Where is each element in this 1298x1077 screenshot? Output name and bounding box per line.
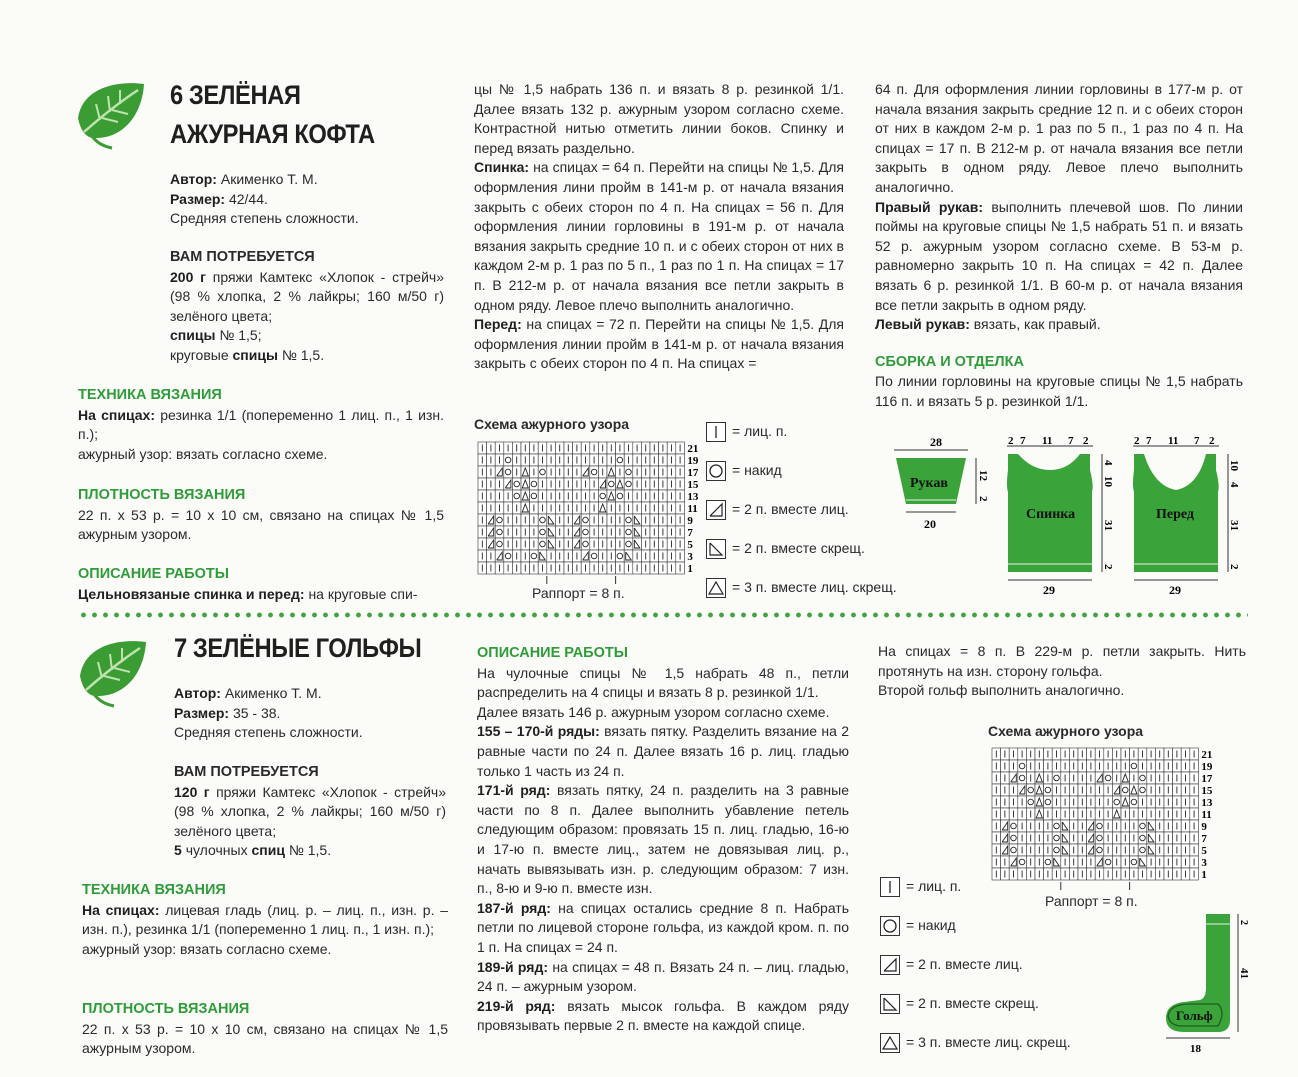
technique-text2: ажурный узор: вязать согласно схеме. [78, 445, 328, 462]
sleeve-pattern [894, 435, 989, 531]
front-pattern [1133, 435, 1240, 597]
work-label: Цельновязаные спинка и перед: [78, 585, 305, 602]
front-dim: 11 [1168, 435, 1179, 447]
row-189-text: на спицах = 48 п. Вязать 24 п. – лиц. гладью, 24 п. – ажурным узором. [477, 958, 849, 995]
front-bottom-dim: 29 [1169, 583, 1181, 597]
needles-text: № 1,5. [288, 842, 332, 859]
section-divider [78, 612, 1248, 618]
ssk-icon [880, 994, 900, 1014]
front-dim: 7 [1194, 435, 1200, 447]
project6-density [78, 486, 444, 545]
materials-heading: ВАМ ПОТРЕБУЕТСЯ [174, 764, 319, 780]
legend-item [706, 461, 782, 481]
technique-label: На спицах: [78, 406, 155, 423]
legend-label: = накид [732, 462, 782, 478]
front-dim: 2 [1209, 435, 1215, 447]
k3tog-icon [706, 578, 726, 598]
difficulty: Средняя степень сложности. [170, 210, 359, 227]
sock-foot-dim: 18 [1190, 1043, 1201, 1055]
yarn-amount: 120 г [174, 783, 210, 800]
sleeve-bottom-dim: 20 [924, 517, 936, 531]
project6-materials [170, 248, 444, 366]
back-label: Спинка [1026, 507, 1076, 522]
legend-label: = 3 п. вместе лиц. скрещ. [732, 579, 897, 595]
legend-label: = 2 п. вместе лиц. [906, 956, 1023, 972]
k2tog-icon [880, 955, 900, 975]
front-side-dim: 2 [1228, 564, 1240, 570]
density-heading: ПЛОТНОСТЬ ВЯЗАНИЯ [78, 487, 246, 503]
back-side-dim: 31 [1102, 520, 1114, 531]
legend-label: = 2 п. вместе лиц. [732, 501, 849, 517]
author: Акименко Т. М. [220, 171, 318, 187]
row-number: 3 [687, 551, 693, 563]
row-number: 3 [1201, 857, 1207, 869]
sock-pattern [1160, 908, 1260, 1058]
row-number: 7 [687, 527, 693, 539]
legend-item [880, 916, 956, 936]
row-number: 1 [1201, 869, 1207, 881]
row-number: 15 [687, 479, 699, 491]
sleeve-h2-dim: 2 [977, 496, 989, 502]
legend-item [706, 422, 787, 442]
difficulty: Средняя степень сложности. [174, 724, 363, 741]
yarn-text: пряжи Камтекс «Хлопок - стрейч» (98 % хлопка, 2 % лайкры; 160 м/50 г) зелёного цвета; [170, 268, 444, 324]
needles-count: 5 [174, 842, 182, 859]
legend-label: = лиц. п. [732, 423, 788, 439]
k3tog-icon [880, 1033, 900, 1053]
project7-meta [174, 684, 454, 743]
ssk-icon [706, 539, 726, 559]
project6-title-line1: 6 ЗЕЛЁНАЯ [170, 80, 301, 110]
row-189-label: 189-й ряд: [477, 958, 549, 975]
col3-paragraph: 64 п. Для оформления линии горловины в 177-м р. от начала вязания закрыть средние 12 п. и с обеих сторон от них в каждом 2-м р. 1 раз по 5 п., 1 раз по 4 п. На спицах = 17 п. В 212-м р. от начала вязания все петли закрыть в одном ряду. Левое плечо выполнить аналогично. [875, 81, 1243, 195]
legend-label: = 2 п. вместе скрещ. [906, 995, 1039, 1011]
project6-column2 [474, 80, 844, 374]
project7-density [82, 1000, 448, 1059]
rapport-label: Раппорт = 8 п. [532, 585, 625, 601]
legend-item [706, 500, 849, 520]
legend-label: = 3 п. вместе лиц. скрещ. [906, 1034, 1071, 1050]
needles-mid: чулочных [185, 842, 248, 859]
work-heading: ОПИСАНИЕ РАБОТЫ [78, 566, 229, 582]
density-text: 22 п. x 53 р. = 10 x 10 см, связано на спицах № 1,5 ажурным узором. [82, 1020, 448, 1057]
front-dim: 7 [1146, 435, 1152, 447]
row-number: 11 [687, 503, 698, 515]
back-pattern [1007, 435, 1114, 597]
back-dim: 2 [1083, 435, 1089, 447]
col3-paragraph: Второй гольф выполнить аналогично. [878, 682, 1125, 699]
rapport-label: Раппорт = 8 п. [1045, 893, 1138, 909]
size: 35 - 38. [232, 704, 281, 721]
circ-text: № 1,5. [281, 346, 325, 363]
k2tog-icon [706, 500, 726, 520]
author-label: Автор: [174, 685, 221, 701]
rows-155-label: 155 – 170-й ряды: [477, 723, 600, 740]
rows-155-text: вязать пятку. Разделить вязание на 2 равные части по 24 п. Далее вязать 16 р. лиц. гладью только 1 часть из 24 п. [477, 723, 850, 779]
back-dim: 7 [1068, 435, 1074, 447]
row-number: 7 [1201, 833, 1207, 845]
project6-title-line2: АЖУРНАЯ КОФТА [170, 119, 375, 149]
row-number: 9 [1201, 821, 1207, 833]
left-sleeve-label: Левый рукав: [875, 316, 970, 333]
front-side-dim: 10 [1228, 460, 1240, 471]
legend-item [706, 578, 897, 598]
back-side-dim: 4 [1102, 460, 1114, 466]
project6-meta [170, 170, 450, 229]
row-number: 19 [1201, 761, 1213, 773]
row-number: 5 [1201, 845, 1207, 857]
legend-item [880, 877, 961, 897]
row-187-label: 187-й ряд: [477, 899, 551, 916]
sleeve-label: Рукав [910, 476, 948, 491]
row-number: 11 [1201, 809, 1212, 821]
work-paragraph: Далее вязать 146 р. ажурным узором согласно схеме. [477, 703, 830, 720]
row-number: 21 [1201, 749, 1213, 761]
project7-technique [82, 881, 448, 959]
row-number: 21 [687, 443, 699, 455]
row-219-label: 219-й ряд: [477, 997, 556, 1014]
legend-label: = 2 п. вместе скрещ. [732, 540, 865, 556]
project6-column3 [875, 80, 1243, 412]
needles-label: спицы [170, 327, 216, 344]
project7-materials [174, 763, 446, 861]
sleeve-top-dim: 28 [930, 435, 942, 449]
back-label: Спинка: [474, 159, 530, 176]
technique-heading: ТЕХНИКА ВЯЗАНИЯ [78, 387, 222, 403]
sock-label: Гольф [1176, 1008, 1213, 1023]
front-dim: 2 [1134, 435, 1140, 447]
technique-text: резинка 1/1 (попеременно 1 лиц. п., 1 изн. п.); [78, 406, 445, 443]
front-side-dim: 31 [1228, 520, 1240, 531]
lace-chart [988, 744, 1213, 884]
technique-text: лицевая гладь (лиц. р. – лиц. п., изн. р. – изн. п.), резинка 1/1 (попеременно 1 лиц. п., 1 изн. п.); [82, 901, 449, 938]
density-text: 22 п. x 53 р. = 10 x 10 см, связано на спицах № 1,5 ажурным узором. [78, 506, 444, 543]
project6-technique [78, 386, 444, 464]
density-heading: ПЛОТНОСТЬ ВЯЗАНИЯ [82, 1001, 250, 1017]
right-sleeve-text: выполнить плечевой шов. По линии поймы на круговые спицы № 1,5 набрать 51 п. и вязать 52 р. ажурным узором согласно схеме. В 53-м р. равномерно закрыть 10 п. На спицах = 42 п. Далее вязать 6 р. резинкой 1/1. В 60-м р. от начала вязания все петли закрыть в одном ряду. [875, 198, 1244, 313]
row-number: 13 [687, 491, 699, 503]
left-sleeve-text: вязать, как правый. [973, 316, 1101, 333]
row-number: 15 [1201, 785, 1213, 797]
technique-text2: ажурный узор: вязать согласно схеме. [82, 940, 332, 957]
legend-label: = лиц. п. [906, 878, 962, 894]
row-171-text: вязать пятку, 24 п. разделить на 3 равные части по 8 п. Далее выполнить убавление петель следующим образом: провязать 15 п. лиц. гладью, 16-ю и 17-ю п. вместе лиц., затем не довязывая лиц. р., начать вывязывать изн. р. следующим образом: 7 изн. п., 8-ю и 9-ю п. вместе изн. [477, 782, 849, 897]
row-number: 5 [687, 539, 693, 551]
row-number: 9 [687, 515, 693, 527]
lace-chart [474, 438, 699, 578]
project7-column3 [878, 642, 1246, 701]
row-number: 17 [1201, 773, 1213, 785]
circ-prefix: круговые [170, 346, 229, 363]
sleeve-h1-dim: 12 [977, 470, 989, 481]
knit-stitch-icon [880, 877, 900, 897]
back-side-dim: 10 [1102, 476, 1114, 487]
back-dim: 7 [1020, 435, 1026, 447]
author: Акименко Т. М. [224, 685, 322, 701]
front-label: Перед [1156, 507, 1195, 522]
assembly-text: По линии горловины на круговые спицы № 1,5 набрать 116 п. и вязать 5 р. резинкой 1/1. [875, 373, 1243, 409]
technique-heading: ТЕХНИКА ВЯЗАНИЯ [82, 882, 226, 898]
yarn-text: пряжи Камтекс «Хлопок - стрейч» (98 % хлопка, 2 % лайкры; 160 м/50 г) зелёного цвета; [174, 783, 447, 839]
schema-title: Схема ажурного узора [988, 723, 1144, 739]
row-number: 17 [687, 467, 699, 479]
size-label: Размер: [174, 704, 230, 721]
row-187-text: на спицах остались средние 8 п. Набрать петли по лицевой стороне гольфа, из каждой кром. п. по 1 п. На спицах = 24 п. [477, 899, 849, 955]
work-heading: ОПИСАНИЕ РАБОТЫ [477, 645, 628, 661]
author-label: Автор: [170, 171, 217, 187]
legend-item [880, 1033, 1071, 1053]
project7-title: 7 ЗЕЛЁНЫЕ ГОЛЬФЫ [174, 633, 422, 663]
back-side-dim: 2 [1102, 564, 1114, 570]
right-sleeve-label: Правый рукав: [875, 198, 984, 215]
knit-stitch-icon [706, 422, 726, 442]
col2-paragraph: цы № 1,5 набрать 136 п. и вязать 8 р. резинкой 1/1. Далее вязать 132 р. ажурным узором согласно схеме. Контрастной нитью отметить линии боков. Спинку и перед вязать раздельно. [474, 81, 844, 156]
legend-item [880, 955, 1023, 975]
front-side-dim: 4 [1228, 482, 1240, 488]
row-number: 13 [1201, 797, 1213, 809]
legend-item [880, 994, 1039, 1014]
row-number: 1 [687, 563, 693, 575]
legend-item [706, 539, 865, 559]
leaf-icon [72, 78, 152, 152]
front-label: Перед: [474, 316, 522, 333]
needles-label: спиц [251, 842, 285, 859]
size-label: Размер: [170, 190, 226, 207]
legend-label: = накид [906, 917, 956, 933]
yarn-over-icon [706, 461, 726, 481]
garment-patterns [890, 430, 1250, 600]
project7-work [477, 644, 849, 1036]
yarn-over-icon [880, 916, 900, 936]
work-text: на круговые спи- [308, 585, 418, 602]
row-number: 19 [687, 455, 699, 467]
back-dim: 11 [1042, 435, 1053, 447]
schema-title: Схема ажурного узора [474, 416, 630, 432]
technique-label: На спицах: [82, 901, 160, 918]
row-219-text: вязать мысок гольфа. В каждом ряду провязывать первые 2 п. вместе на каждой спице. [477, 997, 849, 1034]
needles-text: № 1,5; [219, 327, 262, 344]
back-dim: 2 [1008, 435, 1014, 447]
col3-paragraph: На спицах = 8 п. В 229-м р. петли закрыть. Нить протянуть на изн. сторону гольфа. [878, 643, 1246, 679]
assembly-heading: СБОРКА И ОТДЕЛКА [875, 353, 1024, 370]
work-paragraph: На чулочные спицы № 1,5 набрать 48 п., петли распределить на 4 спицы и вязать 8 р. резинкой 1/1. [477, 664, 849, 701]
circ-label: спицы [232, 346, 278, 363]
back-text: на спицах = 64 п. Перейти на спицы № 1,5. Для оформления лини пройм в 141-м р. от начала вязания закрыть с обеих сторон по 4 п. На спицах = 56 п. Для оформления линии горловины в 191-м р. от начала вязания закрыть средние 10 п. и с обеих сторон от них в каждом 2-м р. 1 раз по 5 п., 1 раз по 1 п. На спицах = 17 п. В 212-м р. от начала вязания все петли закрыть в одном ряду. Левое плечо выполнить аналогично. [474, 159, 844, 313]
yarn-amount: 200 г [170, 268, 206, 285]
sock-height-dim: 41 [1238, 968, 1250, 979]
size: 42/44. [228, 190, 268, 207]
sock-top-dim: 2 [1238, 920, 1249, 925]
back-bottom-dim: 29 [1043, 583, 1055, 597]
row-171-label: 171-й ряд: [477, 782, 551, 799]
materials-heading: ВАМ ПОТРЕБУЕТСЯ [170, 249, 315, 265]
front-text: на спицах = 72 п. Перейти на спицы № 1,5. Для оформления линии пройм в 141-м р. от начала вязания закрыть с обеих сторон по 4 п. На спицах = [474, 316, 844, 372]
project6-work [78, 565, 444, 604]
leaf-icon [74, 636, 154, 710]
